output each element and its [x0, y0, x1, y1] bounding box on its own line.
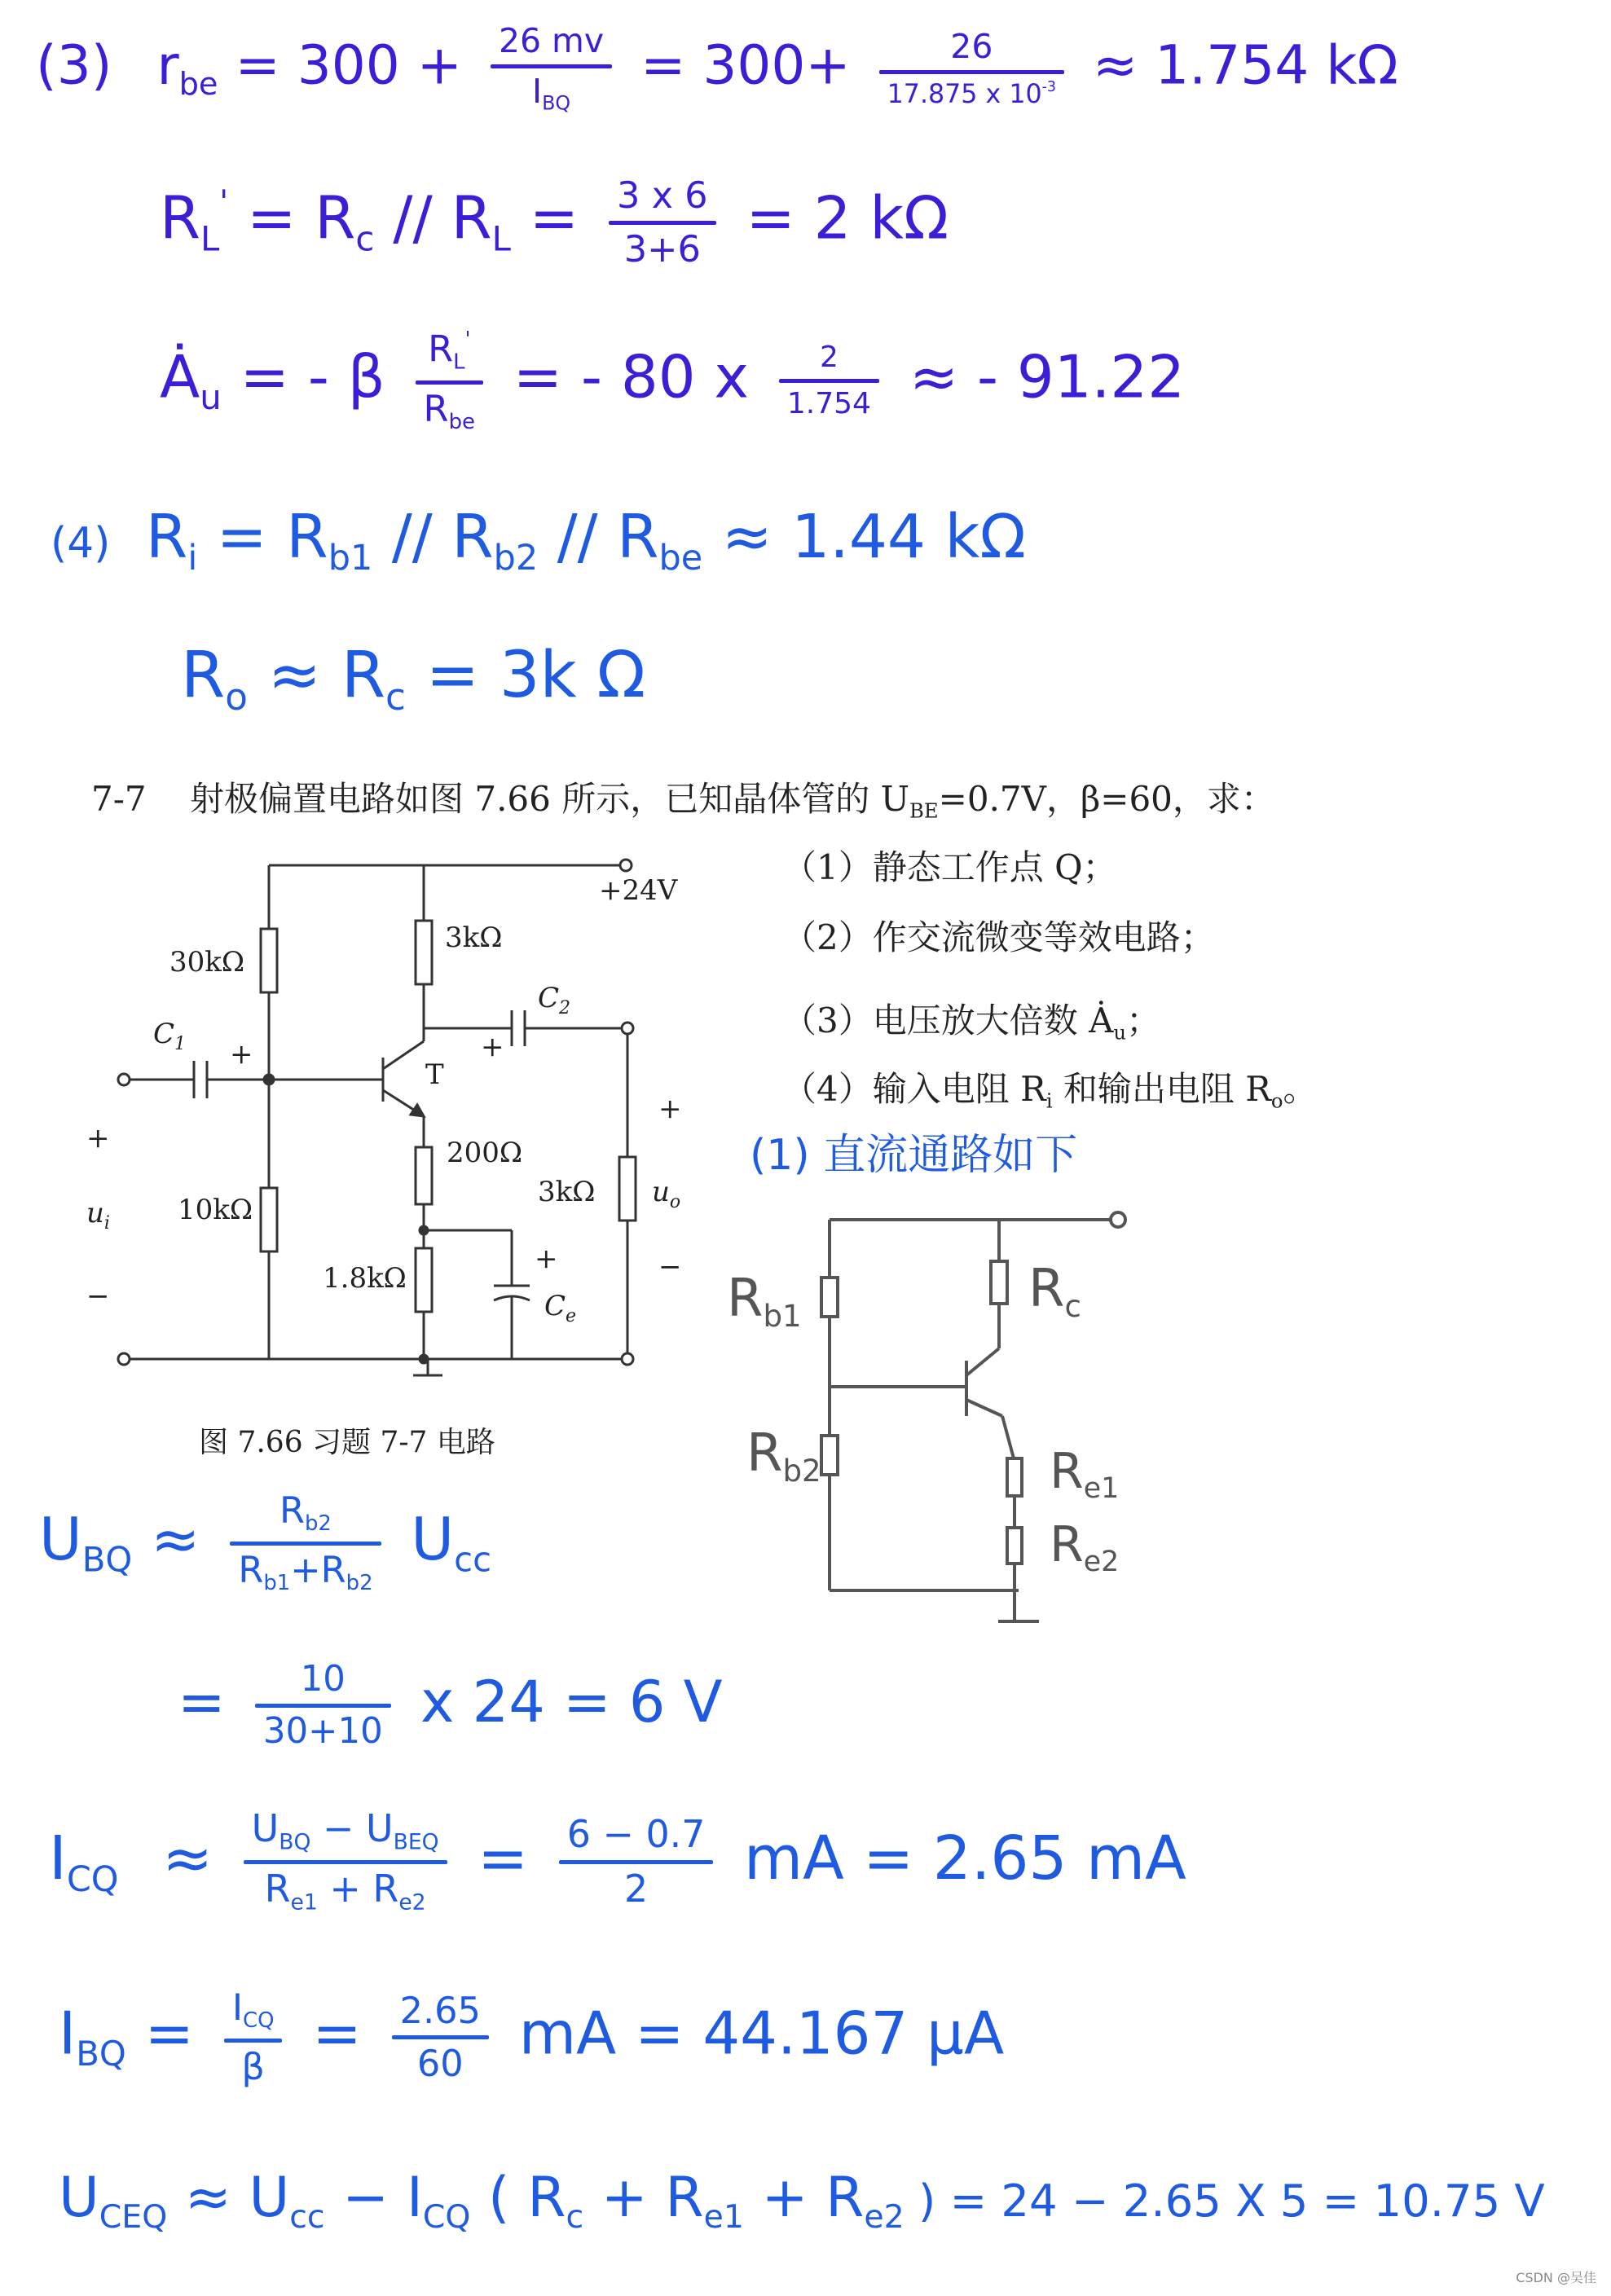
svg-text:−: − — [86, 1280, 110, 1313]
fraction: $I_{CQ}$ β — [224, 1990, 283, 2086]
transistor-label: T — [425, 1058, 444, 1091]
fraction: 2 1.754 — [779, 343, 879, 419]
rl-label: 3kΩ — [538, 1176, 596, 1208]
ubq-line-2: = 10 30+10 x 24 = 6 V — [178, 1659, 723, 1753]
dc-rb2-label: $R_{b2}$ — [746, 1423, 821, 1489]
fraction: 26 17.875 x $10^{-3}$ — [879, 30, 1064, 108]
rbe-result: ≈ 1.754 kΩ — [1093, 33, 1398, 97]
part3-au-line: $Ȧ_u$ = - β $R_L'$ $R_{be}$ = - 80 x 2 1.754 ≈ - 91.22 — [160, 327, 1186, 434]
dc-re2-label: $R_{e2}$ — [1050, 1516, 1120, 1579]
ibq-result: mA = 44.167 μA — [518, 1999, 1005, 2068]
uceq-result: ) = 24 − 2.65 X 5 = 10.75 V — [904, 2175, 1545, 2227]
fraction: 10 30+10 — [255, 1662, 391, 1750]
svg-text:C1: $C_1$ — [153, 1018, 187, 1054]
dc-rb1-label: $R_{b1}$ — [727, 1269, 802, 1334]
ro-result: = 3k Ω — [425, 639, 646, 712]
fraction: 6 − 0.7 2 — [559, 1816, 714, 1908]
svg-text:uo: $u_o$ — [652, 1176, 681, 1212]
fraction: $R_L'$ $R_{be}$ — [416, 329, 483, 433]
svg-text:+: + — [658, 1093, 682, 1125]
dc-rc-label: $R_c$ — [1028, 1259, 1081, 1324]
icq-result: mA = 2.65 mA — [743, 1823, 1186, 1894]
icq-line: $I_{CQ}$ ≈ $U_{BQ} - U_{BEQ}$ $R_{e1} + R_{e2}$ = 6 − 0.7 2 mA = 2.65 mA — [49, 1806, 1186, 1916]
ibq-line: $I_{BQ}$ = $I_{CQ}$ β = 2.65 60 mA = 44.167 μA — [59, 1986, 1005, 2088]
svg-text:C2: $C_2$ — [538, 982, 571, 1018]
question-3: （3）电压放大倍数 $Ȧ_u$； — [782, 1001, 1161, 1045]
fraction: $R_{b2}$ $R_{b1}+R_{b2}$ — [230, 1493, 381, 1594]
svg-text:−: − — [658, 1251, 682, 1283]
problem-number: 7-7 — [91, 779, 147, 819]
question-1: （1）静态工作点 Q； — [782, 847, 1117, 887]
rl-result: = 2 kΩ — [746, 183, 949, 253]
part3-rl-line: $R_L' = R_c // R_L$ = 3 x 6 3+6 = 2 kΩ — [160, 174, 949, 271]
part4-ri-line: (4) $R_i = R_{b1} // R_{b2} // R_{be} \approx 1.44$ kΩ — [51, 502, 1026, 579]
problem-statement: 7-7 射极偏置电路如图 7.66 所示，已知晶体管的 $U_{BE}=0.7V$，β=60，求： — [91, 779, 1275, 823]
part3-label: (3) — [36, 33, 112, 97]
svg-text:ui: $u_i$ — [86, 1197, 110, 1234]
question-2: （2）作交流微变等效电路； — [782, 917, 1215, 957]
uceq-line: $U_{CEQ} \approx U_{cc} - I_{CQ}$ ( $R_c + R_{e1} + R_{e2}$ ) = 24 − 2.65 X 5 = 10.75 V — [59, 2166, 1545, 2236]
part4-label: (4) — [51, 519, 111, 568]
question-4: （4）输入电阻 $R_i$ 和输出电阻 $R_o$。 — [782, 1069, 1318, 1113]
dc-re1-label: $R_{e1}$ — [1050, 1443, 1120, 1506]
ubq-line: $U_{BQ}$ ≈ $R_{b2}$ $R_{b1}+R_{b2}$ $U_{cc}$ — [39, 1489, 492, 1595]
svg-text:+: + — [481, 1031, 504, 1063]
fraction: 26 mv $I_{BQ}$ — [491, 24, 612, 113]
svg-text:+: + — [535, 1243, 558, 1275]
rb2-label: 10kΩ — [178, 1194, 253, 1226]
svg-text:+: + — [230, 1038, 253, 1071]
vcc-label: +24V — [599, 874, 678, 907]
fraction: $U_{BQ} - U_{BEQ}$ $R_{e1} + R_{e2}$ — [244, 1810, 447, 1914]
svg-text:+: + — [86, 1122, 110, 1155]
part3-rbe-line: (3) $r_{be} = 300$ + 26 mv $I_{BQ}$ = 300+ 26 17.875 x $10^{-3}$ ≈ 1.754 kΩ — [36, 21, 1398, 115]
au-result: ≈ - 91.22 — [909, 342, 1186, 411]
ri-result: ≈ 1.44 kΩ — [721, 502, 1026, 572]
re2-label: 1.8kΩ — [323, 1262, 407, 1295]
svg-text:Ce: $C_e$ — [544, 1290, 577, 1326]
fraction: 2.65 60 — [392, 1993, 489, 2083]
rc-label: 3kΩ — [445, 921, 503, 954]
re1-label: 200Ω — [447, 1137, 523, 1169]
fraction: 3 x 6 3+6 — [609, 178, 716, 267]
rb1-label: 30kΩ — [169, 946, 245, 979]
part4-ro-line: $R_o \approx R_c = 3k$ Ω — [181, 639, 646, 719]
footer-watermark: CSDN @吴佳 — [1516, 2270, 1596, 2285]
dc-path-heading: (1) 直流通路如下 — [750, 1131, 1078, 1180]
figure-caption: 图 7.66 习题 7-7 电路 — [199, 1426, 495, 1459]
ubq-result: x 24 = 6 V — [420, 1668, 723, 1735]
